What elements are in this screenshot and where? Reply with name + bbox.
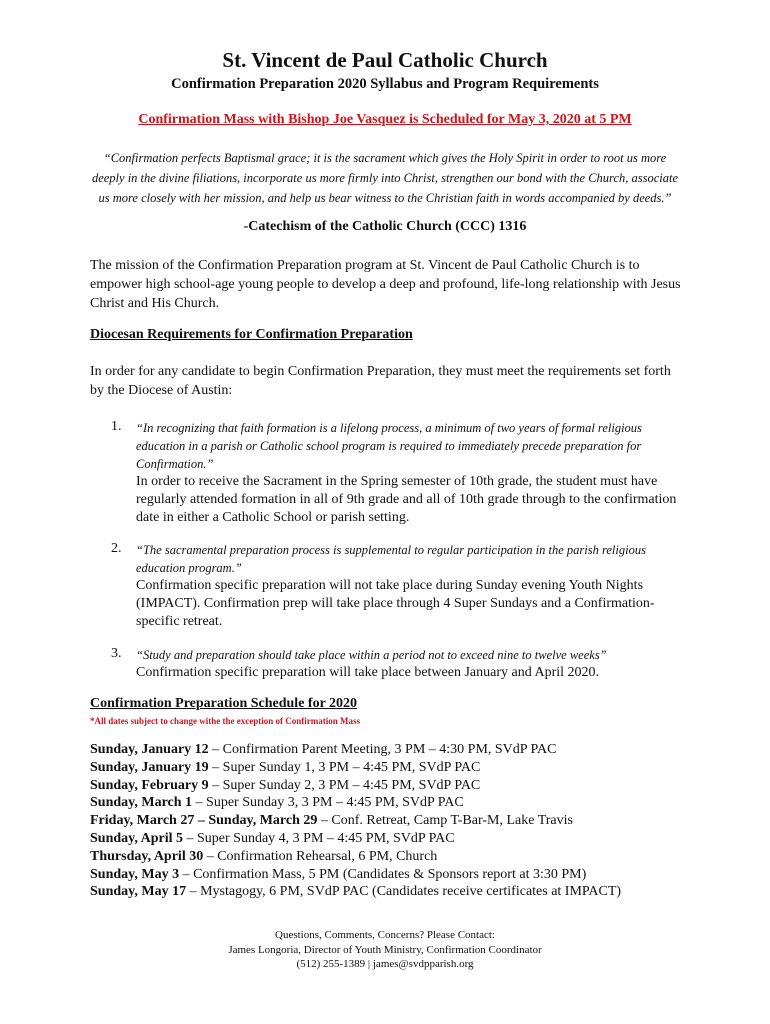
requirement-number: 1. <box>111 419 122 434</box>
schedule-event: – Super Sunday 4, 3 PM – 4:45 PM, SVdP PAC <box>183 830 455 846</box>
catechism-citation: -Catechism of the Catholic Church (CCC) 1316 <box>243 219 527 234</box>
catechism-quote: “Confirmation perfects Baptismal grace; it is the sacrament which gives the Holy Spirit in order to root us more deeply in the divine filiations, incorporate us more firmly into Christ, strengthen our bond with the Church, associate us more closely with her mission, and help us bear witness to the Christian faith in words accompanied by deeds.” <box>91 151 679 205</box>
requirement-item <box>111 646 686 682</box>
schedule-date: Sunday, May 17 <box>90 884 187 900</box>
schedule-item <box>90 883 690 901</box>
page-title: St. Vincent de Paul Catholic Church <box>222 48 548 72</box>
schedule-date: Sunday, April 5 <box>90 830 183 846</box>
schedule-item <box>90 830 690 848</box>
contact-name: James Longoria, Director of Youth Ministry, Confirmation Coordinator <box>228 943 542 956</box>
schedule-event: – Conf. Retreat, Camp T-Bar-M, Lake Travis <box>317 813 573 829</box>
requirement-number: 3. <box>111 646 122 661</box>
schedule-list <box>90 741 690 901</box>
schedule-date: Sunday, February 9 <box>90 777 209 793</box>
contact-footer <box>0 928 770 972</box>
schedule-date: Sunday, January 12 <box>90 742 209 757</box>
requirements-intro: In order for any candidate to begin Confirmation Preparation, they must meet the requirements set forth by the Diocese of Austin: <box>90 364 671 398</box>
requirements-heading: Diocesan Requirements for Confirmation Preparation <box>90 327 413 342</box>
schedule-event: – Super Sunday 2, 3 PM – 4:45 PM, SVdP PAC <box>208 777 481 793</box>
requirement-text: In order to receive the Sacrament in the Spring semester of 10th grade, the student must have regularly attended formation in all of 9th grade and all of 10th grade through to the confirmation date in either a Catholic School or parish setting. <box>136 474 677 525</box>
schedule-item <box>90 777 690 795</box>
requirement-item <box>111 541 686 631</box>
page-subtitle: Confirmation Preparation 2020 Syllabus and Program Requirements <box>171 76 599 92</box>
requirement-text: Confirmation specific preparation will take place between January and April 2020. <box>136 665 600 680</box>
mission-statement: The mission of the Confirmation Preparation program at St. Vincent de Paul Catholic Church is to empower high school-age young people to develop a deep and profound, life-long relationship with Jesus Christ and His Church. <box>90 258 681 311</box>
schedule-item <box>90 741 690 759</box>
requirement-quote: “In recognizing that faith formation is a lifelong process, a minimum of two years of formal religious education in a parish or Catholic school program is required to immediately precede preparation for Confirmation.” <box>136 421 642 471</box>
schedule-note: *All dates subject to change withe the exception of Confirmation Mass <box>90 716 360 726</box>
requirement-quote: “The sacramental preparation process is supplemental to regular participation in the parish religious education program.” <box>136 543 646 575</box>
contact-phone-email[interactable]: (512) 255-1389 | james@svdpparish.org <box>296 958 474 970</box>
schedule-event: – Mystagogy, 6 PM, SVdP PAC (Candidates receive certificates at IMPACT) <box>186 884 622 900</box>
schedule-date: Sunday, May 3 <box>90 866 180 882</box>
schedule-item <box>90 848 690 866</box>
schedule-event: – Super Sunday 1, 3 PM – 4:45 PM, SVdP PAC <box>208 759 481 775</box>
mass-announcement: Confirmation Mass with Bishop Joe Vasquez is Scheduled for May 3, 2020 at 5 PM <box>138 112 632 127</box>
schedule-event: – Confirmation Parent Meeting, 3 PM – 4:30 PM, SVdP PAC <box>208 742 557 757</box>
requirement-item <box>111 419 686 527</box>
schedule-event: – Confirmation Rehearsal, 6 PM, Church <box>203 848 438 864</box>
schedule-item <box>90 794 690 812</box>
requirement-quote: “Study and preparation should take place within a period not to exceed nine to twelve weeks” <box>136 648 607 662</box>
schedule-date: Sunday, March 1 <box>90 795 193 811</box>
schedule-date: Friday, March 27 – Sunday, March 29 <box>90 813 318 829</box>
schedule-heading: Confirmation Preparation Schedule for 2020 <box>90 696 358 711</box>
schedule-item <box>90 759 690 777</box>
schedule-event: – Confirmation Mass, 5 PM (Candidates & Sponsors report at 3:30 PM) <box>179 866 587 882</box>
requirement-text: Confirmation specific preparation will not take place during Sunday evening Youth Nights (IMPACT). Confirmation prep will take place through 4 Super Sundays and a Confirmation-specific retreat. <box>136 578 655 629</box>
requirement-number: 2. <box>111 541 122 556</box>
schedule-event: – Super Sunday 3, 3 PM – 4:45 PM, SVdP PAC <box>192 795 464 811</box>
schedule-item <box>90 812 690 830</box>
contact-prompt: Questions, Comments, Concerns? Please Contact: <box>275 929 495 941</box>
schedule-date: Sunday, January 19 <box>90 759 209 775</box>
schedule-date: Thursday, April 30 <box>90 848 204 864</box>
schedule-item <box>90 866 690 884</box>
